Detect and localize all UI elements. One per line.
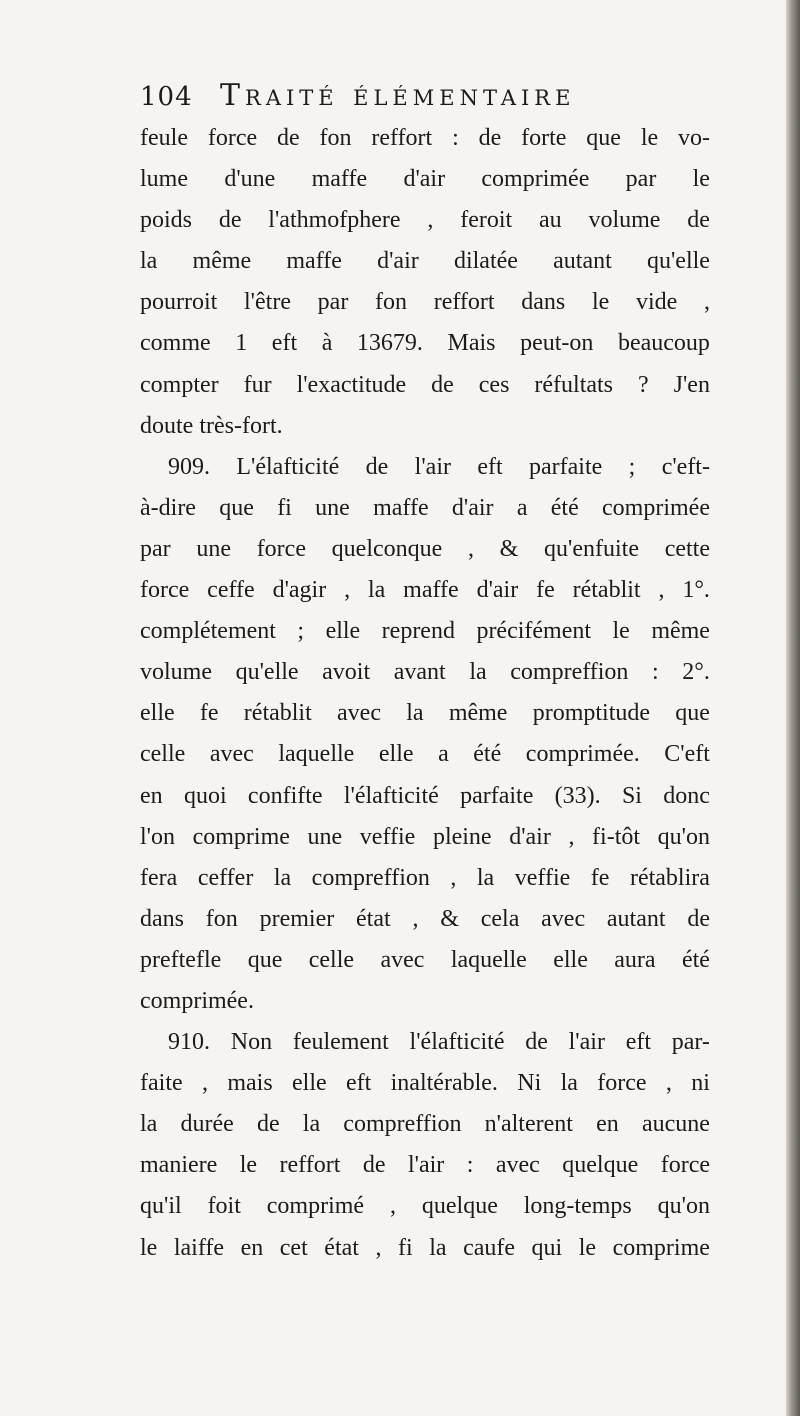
text-line: complétement ; elle reprend précifément le même bbox=[140, 618, 710, 645]
page-number: 104 bbox=[140, 82, 193, 112]
text-line: volume qu'elle avoit avant la compreffion : 2°. bbox=[140, 659, 710, 686]
text-line: l'on comprime une veffie pleine d'air , fi-tôt qu'on bbox=[140, 823, 710, 850]
text-line: poids de l'athmofphere , feroit au volume de bbox=[140, 207, 710, 234]
text-line: lume d'une maffe d'air comprimée par le bbox=[140, 166, 710, 193]
text-line: à-dire que fi une maffe d'air a été comprimée bbox=[140, 494, 710, 521]
text-line: qu'il foit comprimé , quelque long-temps qu'on bbox=[140, 1193, 710, 1220]
text-line: maniere le reffort de l'air : avec quelque force bbox=[140, 1152, 710, 1179]
text-line: fera ceffer la compreffion , la veffie fe rétablira bbox=[140, 864, 710, 891]
page-header bbox=[140, 78, 700, 113]
text-line: elle fe rétablit avec la même promptitude que bbox=[140, 700, 710, 727]
text-line: par une force quelconque , & qu'enfuite cette bbox=[140, 535, 710, 562]
text-line: comprimée. bbox=[140, 987, 254, 1014]
page-edge-shadow bbox=[786, 0, 800, 1416]
text-line: force ceffe d'agir , la maffe d'air fe rétablit , 1°. bbox=[140, 577, 710, 604]
running-title: Traité élémentaire bbox=[220, 78, 576, 113]
text-line: celle avec laquelle elle a été comprimée. C'eft bbox=[140, 741, 710, 768]
text-line: 909. L'élafticité de l'air eft parfaite ; c'eft- bbox=[168, 453, 710, 480]
text-line: la durée de la compreffion n'alterent en aucune bbox=[140, 1111, 710, 1138]
text-line: feule force de fon reffort : de forte que le vo- bbox=[140, 125, 710, 151]
body-text bbox=[140, 118, 710, 1269]
text-line: pourroit l'être par fon reffort dans le vide , bbox=[140, 289, 710, 316]
text-line: compter fur l'exactitude de ces réfultats ? J'en bbox=[140, 371, 710, 398]
text-line: doute très-fort. bbox=[140, 412, 283, 439]
text-line: preftefle que celle avec laquelle elle aura été bbox=[140, 946, 710, 973]
text-line: 910. Non feulement l'élafticité de l'air eft par- bbox=[168, 1029, 710, 1056]
text-line: comme 1 eft à 13679. Mais peut-on beaucoup bbox=[140, 330, 710, 357]
text-line: faite , mais elle eft inaltérable. Ni la force , ni bbox=[140, 1070, 710, 1097]
text-line: dans fon premier état , & cela avec autant de bbox=[140, 905, 710, 932]
text-line: la même maffe d'air dilatée autant qu'elle bbox=[140, 248, 710, 275]
text-line: en quoi confifte l'élafticité parfaite (33). Si donc bbox=[140, 782, 710, 809]
text-line: le laiffe en cet état , fi la caufe qui le comprime bbox=[140, 1234, 710, 1261]
